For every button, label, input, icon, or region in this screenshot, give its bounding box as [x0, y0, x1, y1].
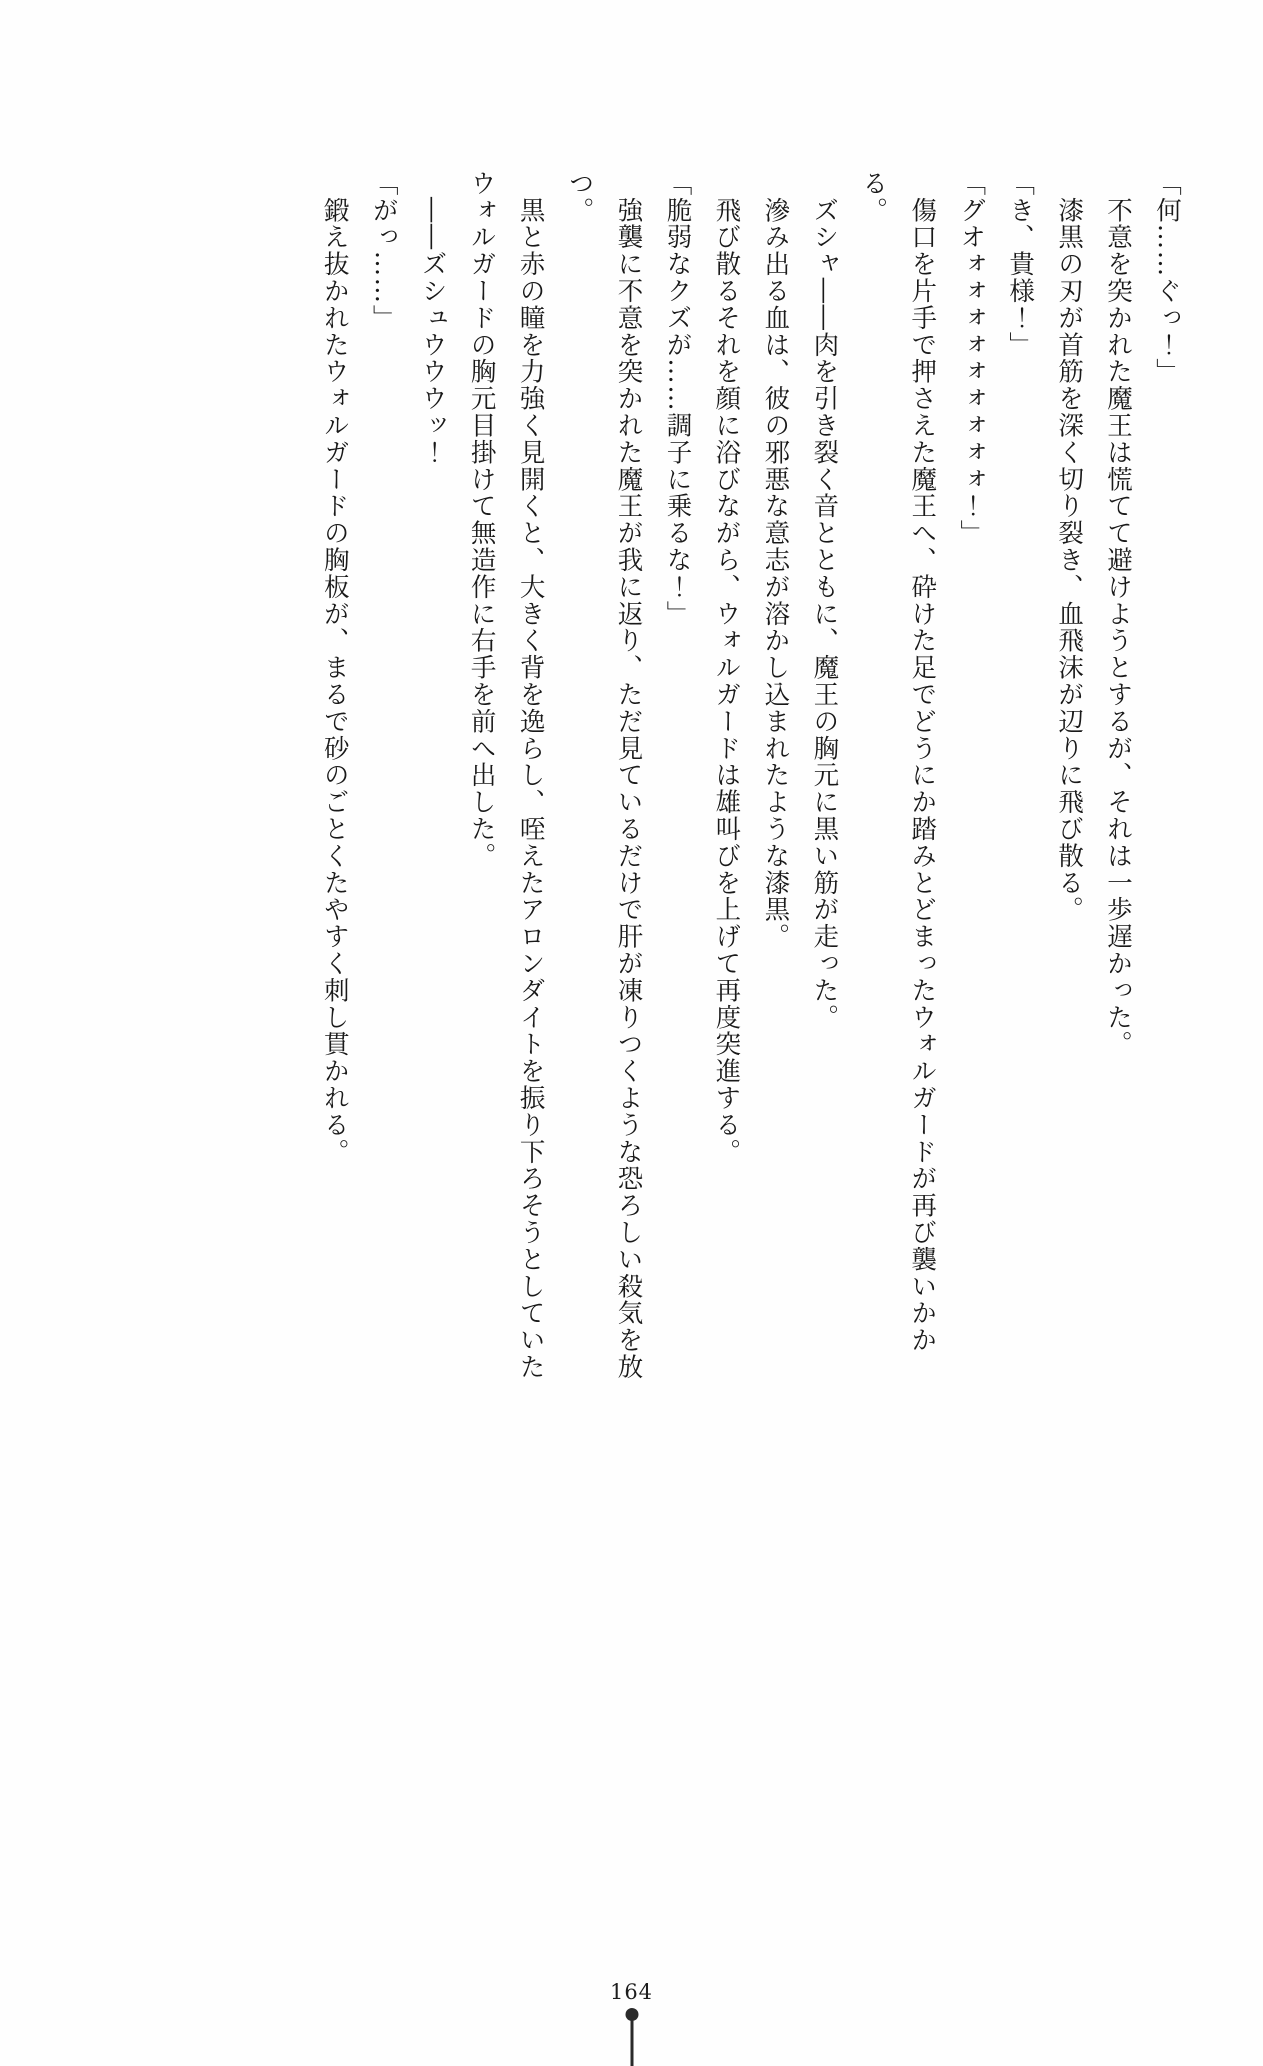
paragraph: 黒と赤の瞳を力強く見開くと、大きく背を逸らし、咥えたアロンダイトを振り下ろそうとしていたウォルガードの胸元目掛けて無造作に右手を前へ出した。	[466, 170, 546, 1381]
paragraph: 「グオォォォォォォォォォ！」	[956, 170, 987, 547]
paragraph: 滲み出る血は、彼の邪悪な意志が溶かし込まれたような漆黒。	[760, 170, 791, 951]
paragraph: 「脆弱なクズが……調子に乗るな！」	[662, 170, 693, 628]
paragraph: ズシャ――肉を引き裂く音とともに、魔王の胸元に黒い筋が走った。	[809, 170, 840, 1031]
page-number: 164	[609, 1980, 654, 2004]
ornament-rule	[630, 2020, 633, 2066]
paragraph: 「がっ……」	[368, 170, 399, 332]
paragraph: 「何……ぐっ！」	[1152, 170, 1182, 386]
vertical-text-body	[151, 170, 1191, 1400]
paragraph: 漆黒の刃が首筋を深く切り裂き、血飛沫が辺りに飛び散る。	[1054, 170, 1085, 924]
paragraph: 不意を突かれた魔王は慌てて避けようとするが、それは一歩遅かった。	[1103, 170, 1134, 1058]
page-footer-ornament	[619, 2008, 645, 2066]
paragraph: 傷口を片手で押さえた魔王へ、砕けた足でどうにか踏みとどまったウォルガードが再び襲いかかる。	[858, 170, 938, 1354]
paragraph: 飛び散るそれを顔に浴びながら、ウォルガードは雄叫びを上げて再度突進する。	[711, 170, 742, 1166]
paragraph: 強襲に不意を突かれた魔王が我に返り、ただ見ているだけで肝が凍りつくような恐ろしい殺気を放つ。	[564, 170, 644, 1381]
paragraph: 「き、貴様！」	[1005, 170, 1036, 359]
paragraph: 鍛え抜かれたウォルガードの胸板が、まるで砂のごとくたやすく刺し貫かれる。	[319, 170, 350, 1166]
paragraph: ――ズシュウウウッ！	[417, 170, 448, 466]
